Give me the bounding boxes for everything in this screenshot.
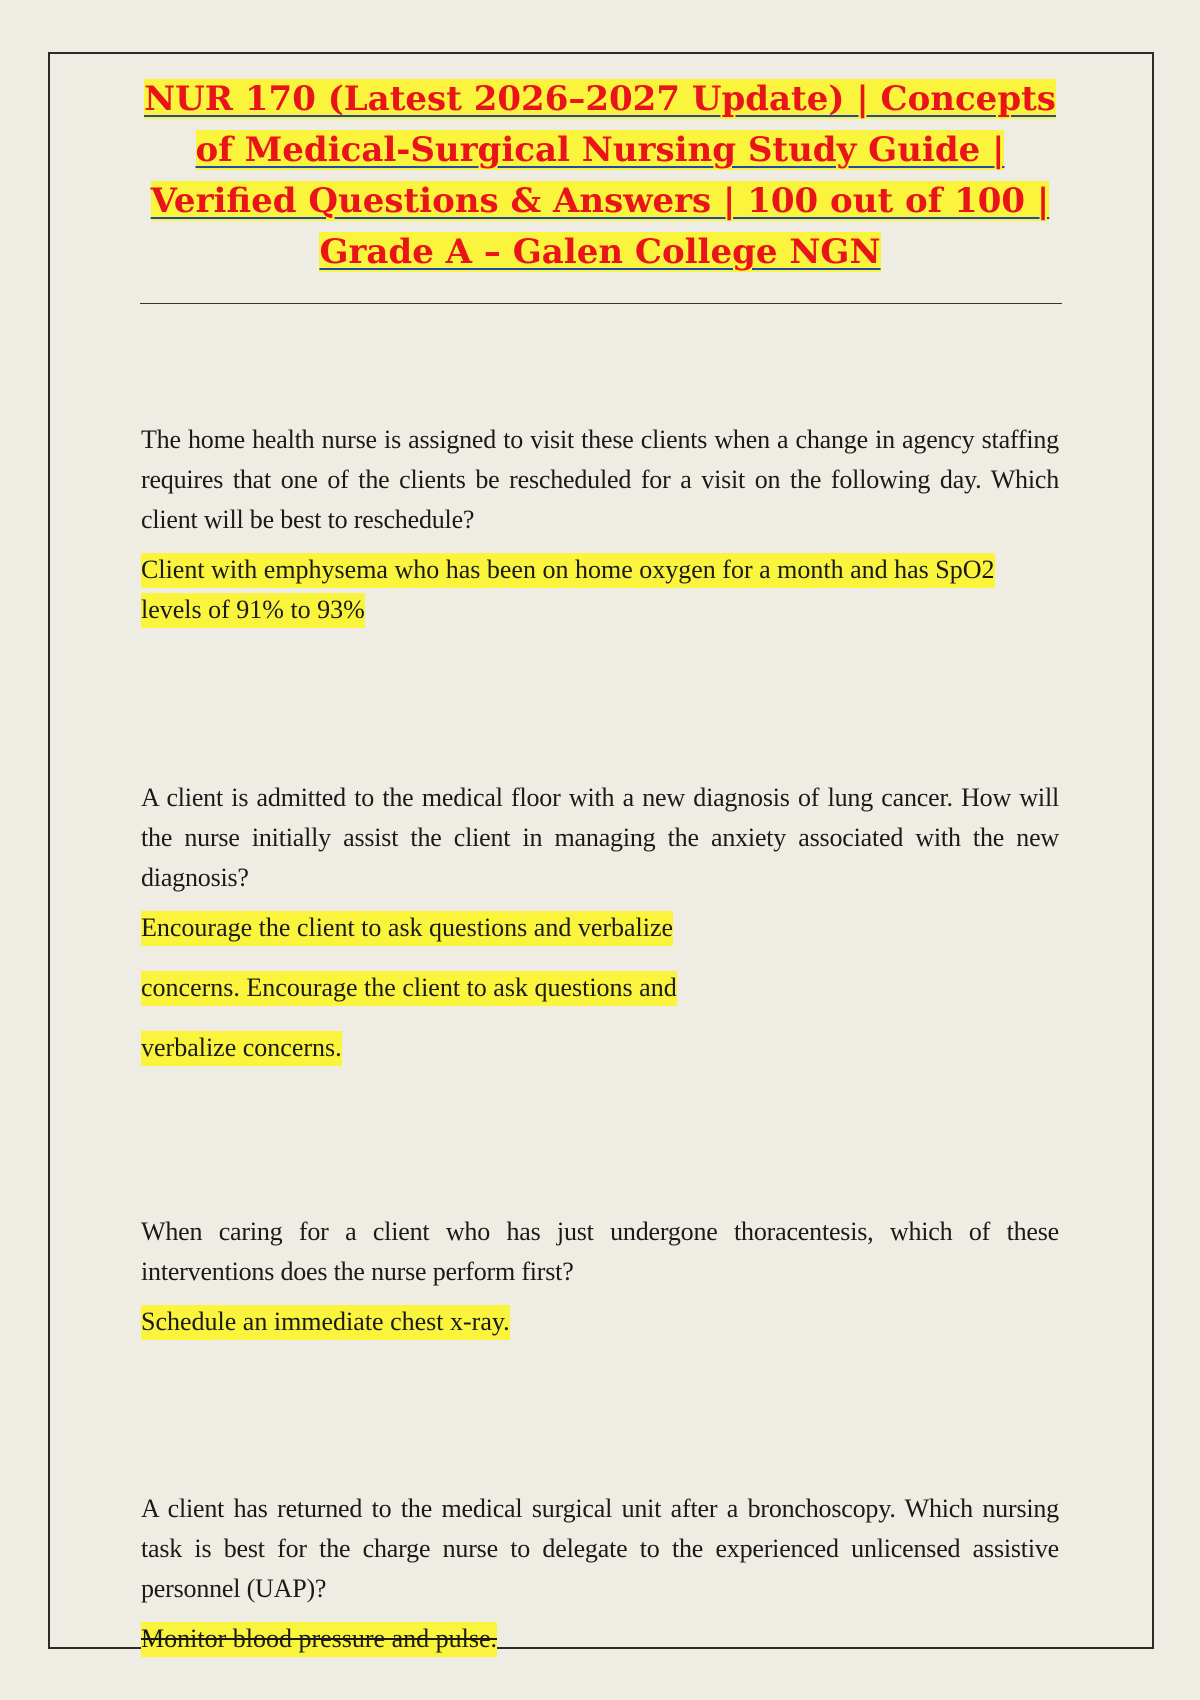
answer-text — [141, 1302, 1059, 1342]
answer-text — [141, 1619, 1059, 1659]
question-text: A client has returned to the medical surgical unit after a bronchoscopy. Which nursing task is best for the charge nurse to delegate to the experienced unlicensed assistive personnel (UAP)? — [141, 1494, 1059, 1603]
qa-item — [141, 1212, 1059, 1342]
question-text: When caring for a client who has just undergone thoracentesis, which of these interventions does the nurse perform first? — [141, 1217, 1059, 1286]
answer-text — [141, 898, 721, 1078]
question-text: The home health nurse is assigned to visit these clients when a change in agency staffing requires that one of the clients be rescheduled for a visit on the following day. Which client will be best to reschedule? — [141, 425, 1059, 534]
qa-item — [141, 420, 1059, 630]
document-title — [140, 74, 1060, 278]
title-divider — [140, 303, 1062, 304]
answer-highlight: Client with emphysema who has been on home oxygen for a month and has SpO2 levels of 91% to 93% — [141, 553, 995, 628]
answer-highlight: Schedule an immediate chest x-ray. — [141, 1305, 510, 1340]
qa-item — [141, 778, 1059, 1078]
document-title-text: NUR 170 (Latest 2026–2027 Update) | Concepts of Medical-Surgical Nursing Study Guide | Verified Questions & Answers | 100 out of 100 | Grade A – Galen College NGN — [144, 79, 1056, 272]
qa-item — [141, 1489, 1059, 1659]
answer-highlight: Monitor blood pressure and pulse. — [141, 1622, 497, 1657]
question-text: A client is admitted to the medical floor with a new diagnosis of lung cancer. How will the nurse initially assist the client in managing the anxiety associated with the new diagnosis? — [141, 783, 1059, 892]
answer-text — [141, 550, 1059, 630]
answer-highlight: Encourage the client to ask questions and verbalize concerns. Encourage the client to ask questions and verbalize concerns. — [141, 911, 677, 1066]
